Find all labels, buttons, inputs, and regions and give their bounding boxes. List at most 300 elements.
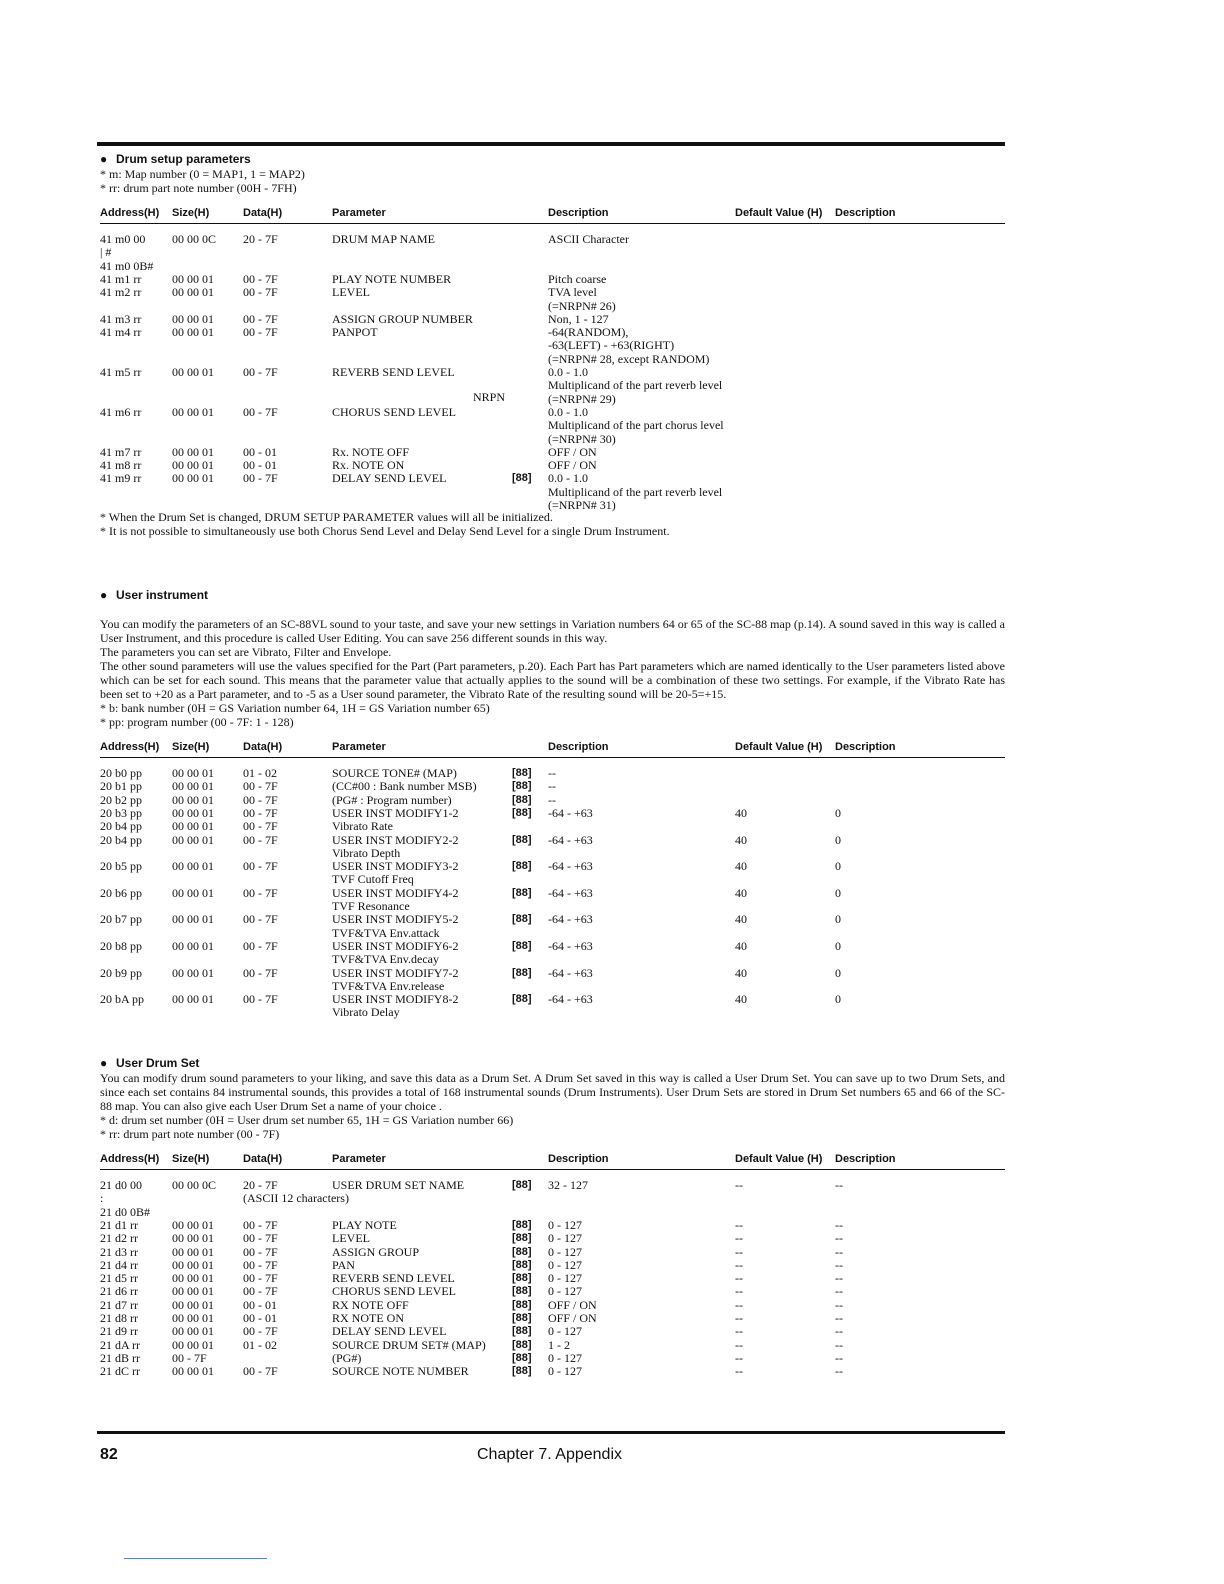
cell-def: --	[735, 1284, 743, 1299]
cell-def: --	[735, 1311, 743, 1325]
cell-addr: 21 d3 rr	[100, 1244, 138, 1259]
cell-desc: Multiplicand of the part chorus level	[548, 418, 724, 433]
cell-tag: [88]	[512, 472, 532, 485]
cell-param: TVF&TVA Env.attack	[332, 925, 440, 940]
cell-def: --	[735, 1178, 743, 1192]
cell-data: 00 - 7F	[243, 938, 278, 953]
cell-desc: 0.0 - 1.0	[548, 471, 588, 486]
table-row	[100, 1245, 1005, 1259]
cell-tag: [88]	[512, 767, 532, 779]
cell-param: LEVEL	[332, 1231, 370, 1246]
cell-def_desc: 0	[835, 832, 841, 847]
cell-desc: -64 - +63	[548, 832, 593, 847]
cell-desc: -64 - +63	[548, 885, 593, 900]
cell-data: 00 - 7F	[243, 912, 278, 927]
cell-def_desc: --	[835, 1364, 843, 1379]
col-header: Description	[548, 207, 609, 219]
table-row	[100, 338, 1005, 352]
cell-addr: 20 b8 pp	[100, 938, 142, 953]
cell-desc: 0 - 127	[548, 1364, 582, 1379]
user-instrument-note: * b: bank number (0H = GS Variation number 64, 1H = GS Variation number 65)	[100, 701, 490, 715]
cell-def_desc: 0	[835, 859, 841, 874]
cell-size: 00 00 01	[172, 1297, 214, 1312]
cell-desc: 0 - 127	[548, 1271, 582, 1286]
cell-addr: 41 m6 rr	[100, 404, 142, 419]
cell-size: 00 00 01	[172, 912, 214, 927]
table-row	[100, 952, 1005, 966]
user-instrument-title-text: User instrument	[116, 588, 209, 602]
cell-desc: 0.0 - 1.0	[548, 365, 588, 379]
cell-desc: 0 - 127	[548, 1231, 582, 1246]
table-row	[100, 1284, 1005, 1298]
cell-size: 00 00 01	[172, 1324, 214, 1339]
cell-param: Vibrato Delay	[332, 1005, 400, 1020]
table-row	[100, 1338, 1005, 1352]
bullet-icon: ●	[100, 152, 108, 166]
cell-desc: Pitch coarse	[548, 271, 607, 286]
col-header: Default Value (H)	[735, 1153, 823, 1165]
cell-def: --	[735, 1350, 743, 1365]
cell-param: DRUM MAP NAME	[332, 232, 435, 246]
cell-addr: 20 b1 pp	[100, 779, 142, 794]
col-header: Size(H)	[172, 741, 210, 753]
cell-param: PLAY NOTE NUMBER	[332, 271, 452, 286]
nrpn-label: NRPN	[473, 390, 506, 404]
cell-desc: -64(RANDOM),	[548, 325, 629, 340]
cell-addr: 41 m4 rr	[100, 325, 142, 340]
table-row	[100, 899, 1005, 913]
user-drum-set-title	[100, 1055, 1005, 1071]
cell-param: USER INST MODIFY4-2	[332, 885, 459, 900]
cell-def_desc: --	[835, 1284, 843, 1299]
cell-size: 00 00 0C	[172, 1178, 217, 1192]
cell-param: TVF&TVA Env.release	[332, 978, 445, 993]
cell-desc: 32 - 127	[548, 1178, 588, 1192]
table-row	[100, 926, 1005, 940]
cell-def_desc: --	[835, 1178, 843, 1192]
cell-size: 00 00 01	[172, 805, 214, 820]
col-header: Data(H)	[243, 207, 283, 219]
decorative-blue-line	[124, 1558, 267, 1559]
cell-addr: 21 d1 rr	[100, 1217, 138, 1232]
cell-desc: 0 - 127	[548, 1350, 582, 1365]
cell-data: 00 - 7F	[243, 832, 278, 847]
cell-desc: 0 - 127	[548, 1324, 582, 1339]
cell-addr: 21 dA rr	[100, 1337, 140, 1352]
cell-def_desc: --	[835, 1350, 843, 1365]
cell-addr: 20 b7 pp	[100, 912, 142, 927]
table-row	[100, 1005, 1005, 1019]
cell-desc: -63(LEFT) - +63(RIGHT)	[548, 338, 675, 353]
cell-data: 00 - 7F	[243, 885, 278, 900]
cell-addr: 41 m1 rr	[100, 271, 142, 286]
table-row	[100, 445, 1005, 459]
table-row	[100, 966, 1005, 980]
cell-size: 00 00 01	[172, 819, 214, 834]
table-row	[100, 325, 1005, 339]
table-row	[100, 232, 1005, 246]
cell-addr: 21 d8 rr	[100, 1311, 138, 1325]
cell-param: USER INST MODIFY8-2	[332, 992, 459, 1007]
cell-tag: [88]	[512, 993, 532, 1006]
user-instrument-paragraph: You can modify the parameters of an SC-88VL sound to your taste, and save your new settings in Variation numbers 64 or 65 of the SC-88 map (p.14). A sound saved in this way is called a User Instrument, and this procedure is called User Editing. You can save 256 different sounds in this way.	[100, 617, 1005, 645]
drum-setup-note: * m: Map number (0 = MAP1, 1 = MAP2)	[100, 167, 305, 181]
cell-desc: (=NRPN# 31)	[548, 498, 616, 512]
table-row	[100, 471, 1005, 485]
cell-data: 00 - 7F	[243, 1284, 278, 1299]
cell-desc: -64 - +63	[548, 965, 593, 980]
col-header: Parameter	[332, 1153, 386, 1165]
cell-addr: 20 b9 pp	[100, 965, 142, 980]
cell-param: Vibrato Rate	[332, 819, 393, 834]
cell-size: 00 00 01	[172, 1217, 214, 1232]
cell-data: 00 - 7F	[243, 271, 278, 286]
cell-data: 20 - 7F	[243, 232, 278, 246]
cell-tag: [88]	[512, 1338, 532, 1351]
cell-desc: 0 - 127	[548, 1284, 582, 1299]
user-drum-set-note: * d: drum set number (0H = User drum set number 65, 1H = GS Variation number 66)	[100, 1113, 514, 1127]
table-row	[100, 485, 1005, 499]
cell-size: 00 00 01	[172, 1364, 214, 1379]
cell-desc: (=NRPN# 28, except RANDOM)	[548, 351, 710, 366]
cell-data: 00 - 7F	[243, 1257, 278, 1272]
cell-def: --	[735, 1337, 743, 1352]
cell-desc: -64 - +63	[548, 912, 593, 927]
page-number: 82	[100, 1446, 118, 1463]
cell-size: 00 00 01	[172, 1337, 214, 1352]
cell-addr: 21 dC rr	[100, 1364, 140, 1379]
cell-size: 00 00 0C	[172, 232, 217, 246]
cell-size: 00 00 01	[172, 1231, 214, 1246]
cell-param: TVF Cutoff Freq	[332, 872, 414, 887]
drum-setup-note: * rr: drum part note number (00H - 7FH)	[100, 181, 297, 195]
cell-desc: Non, 1 - 127	[548, 311, 609, 326]
cell-def: 40	[735, 859, 747, 874]
cell-data: 00 - 7F	[243, 1217, 278, 1232]
table-row	[100, 245, 1005, 259]
cell-def_desc: --	[835, 1257, 843, 1272]
cell-param: PANPOT	[332, 325, 378, 340]
user-drum-set-note: * rr: drum part note number (00 - 7F)	[100, 1127, 280, 1141]
cell-param: REVERB SEND LEVEL	[332, 365, 455, 379]
cell-tag: [88]	[512, 939, 532, 952]
cell-data: 01 - 02	[243, 766, 277, 780]
cell-addr: 21 d6 rr	[100, 1284, 138, 1299]
table-row	[100, 833, 1005, 847]
drum-setup-section	[100, 151, 1005, 538]
cell-param: LEVEL	[332, 285, 370, 300]
table-row	[100, 1324, 1005, 1338]
cell-size: 00 00 01	[172, 444, 214, 459]
col-header: Size(H)	[172, 1153, 210, 1165]
cell-def: --	[735, 1244, 743, 1259]
cell-desc: 1 - 2	[548, 1337, 570, 1352]
cell-addr: 21 d7 rr	[100, 1297, 138, 1312]
cell-tag: [88]	[512, 1179, 532, 1191]
bullet-icon: ●	[100, 588, 108, 602]
cell-data: 00 - 7F	[243, 404, 278, 419]
cell-tag: [88]	[512, 1298, 532, 1311]
cell-size: 00 00 01	[172, 365, 214, 379]
col-header: Description	[548, 741, 609, 753]
cell-param: Vibrato Depth	[332, 845, 401, 860]
cell-addr: 21 d4 rr	[100, 1257, 138, 1272]
cell-def_desc: 0	[835, 805, 841, 820]
table-row	[100, 365, 1005, 379]
cell-param: SOURCE NOTE NUMBER	[332, 1364, 469, 1379]
table-row	[100, 259, 1005, 273]
cell-addr: 20 b2 pp	[100, 792, 142, 807]
user-instrument-rows	[100, 766, 1005, 1020]
cell-size: 00 00 01	[172, 832, 214, 847]
cell-tag: [88]	[512, 1232, 532, 1245]
col-header: Size(H)	[172, 207, 210, 219]
cell-tag: [88]	[512, 1245, 532, 1258]
cell-def_desc: --	[835, 1311, 843, 1325]
col-header: Parameter	[332, 207, 386, 219]
table-row	[100, 498, 1005, 512]
cell-tag: [88]	[512, 1325, 532, 1338]
cell-param: CHORUS SEND LEVEL	[332, 1284, 457, 1299]
table-row	[100, 1231, 1005, 1245]
drum-setup-footnote: * When the Drum Set is changed, DRUM SETUP PARAMETER values will all be initialized.	[100, 510, 553, 524]
user-instrument-note: * pp: program number (00 - 7F: 1 - 128)	[100, 715, 294, 729]
cell-param: ASSIGN GROUP NUMBER	[332, 311, 473, 326]
table-row	[100, 846, 1005, 860]
cell-data: 00 - 01	[243, 458, 277, 473]
cell-tag: [88]	[512, 780, 532, 793]
cell-addr: 20 b4 pp	[100, 819, 142, 834]
table-row	[100, 886, 1005, 900]
cell-size: 00 00 01	[172, 1271, 214, 1286]
cell-def_desc: 0	[835, 992, 841, 1007]
cell-data: 00 - 7F	[243, 1271, 278, 1286]
table-row	[100, 912, 1005, 926]
cell-desc: -64 - +63	[548, 938, 593, 953]
user-drum-set-table-header	[100, 1151, 1005, 1170]
cell-size: 00 00 01	[172, 311, 214, 326]
cell-data: (ASCII 12 characters)	[243, 1191, 349, 1206]
cell-addr: 41 m0 00	[100, 232, 146, 246]
cell-def_desc: 0	[835, 885, 841, 900]
table-row	[100, 979, 1005, 993]
cell-param: (CC#00 : Bank number MSB)	[332, 779, 477, 794]
cell-param: USER INST MODIFY6-2	[332, 938, 459, 953]
table-row	[100, 299, 1005, 313]
cell-data: 01 - 02	[243, 1337, 277, 1352]
cell-desc: (=NRPN# 29)	[548, 391, 616, 406]
bottom-rule	[97, 1431, 1005, 1434]
cell-desc: (=NRPN# 26)	[548, 298, 616, 313]
cell-addr: | #	[100, 245, 112, 260]
cell-param: USER INST MODIFY5-2	[332, 912, 459, 927]
cell-data: 00 - 7F	[243, 859, 278, 874]
cell-desc: 0 - 127	[548, 1217, 582, 1232]
cell-tag: [88]	[512, 1258, 532, 1271]
table-row	[100, 1298, 1005, 1312]
cell-param: PLAY NOTE	[332, 1217, 397, 1232]
cell-size: 00 00 01	[172, 766, 214, 780]
table-row	[100, 872, 1005, 886]
cell-size: 00 00 01	[172, 1244, 214, 1259]
cell-def_desc: --	[835, 1217, 843, 1232]
table-row	[100, 352, 1005, 366]
cell-addr: 21 d5 rr	[100, 1271, 138, 1286]
cell-desc: (=NRPN# 30)	[548, 431, 616, 446]
cell-param: (PG#)	[332, 1350, 362, 1365]
cell-param: DELAY SEND LEVEL	[332, 1324, 447, 1339]
cell-desc: 0 - 127	[548, 1257, 582, 1272]
cell-addr: 21 d0 0B#	[100, 1204, 151, 1219]
col-header: Description	[548, 1153, 609, 1165]
cell-desc: -64 - +63	[548, 992, 593, 1007]
cell-size: 00 00 01	[172, 859, 214, 874]
cell-param: USER INST MODIFY3-2	[332, 859, 459, 874]
cell-addr: 41 m2 rr	[100, 285, 142, 300]
cell-addr: 41 m3 rr	[100, 311, 142, 326]
cell-def: --	[735, 1364, 743, 1379]
cell-param: Rx. NOTE ON	[332, 458, 405, 473]
cell-size: 00 00 01	[172, 271, 214, 286]
cell-size: 00 - 7F	[172, 1350, 207, 1365]
table-row	[100, 1364, 1005, 1378]
cell-data: 00 - 7F	[243, 325, 278, 340]
cell-addr: 20 b6 pp	[100, 885, 142, 900]
cell-data: 00 - 7F	[243, 992, 278, 1007]
col-header: Address(H)	[100, 1153, 160, 1165]
cell-desc: OFF / ON	[548, 1297, 597, 1312]
cell-addr: 41 m9 rr	[100, 471, 142, 486]
cell-tag: [88]	[512, 886, 532, 899]
table-row	[100, 1311, 1005, 1325]
cell-param: REVERB SEND LEVEL	[332, 1271, 455, 1286]
cell-data: 00 - 7F	[243, 285, 278, 300]
user-drum-set-rows	[100, 1178, 1005, 1378]
cell-addr: 20 b4 pp	[100, 832, 142, 847]
user-drum-set-title-text: User Drum Set	[116, 1056, 200, 1070]
table-row	[100, 766, 1005, 780]
user-drum-set-section	[100, 1055, 1005, 1378]
cell-desc: TVA level	[548, 285, 597, 300]
table-row	[100, 819, 1005, 833]
cell-size: 00 00 01	[172, 992, 214, 1007]
cell-def: --	[735, 1257, 743, 1272]
cell-desc: --	[548, 766, 556, 780]
drum-setup-footnote: * It is not possible to simultaneously use both Chorus Send Level and Delay Send Level for a single Drum Instrument.	[100, 524, 670, 538]
cell-data: 00 - 01	[243, 444, 277, 459]
cell-param: RX NOTE OFF	[332, 1297, 409, 1312]
table-row	[100, 1271, 1005, 1285]
top-rule	[97, 142, 1005, 146]
cell-data: 00 - 01	[243, 1297, 277, 1312]
table-row	[100, 1218, 1005, 1232]
cell-tag: [88]	[512, 833, 532, 846]
cell-size: 00 00 01	[172, 885, 214, 900]
drum-setup-title	[100, 151, 1005, 167]
cell-size: 00 00 01	[172, 1284, 214, 1299]
cell-desc: OFF / ON	[548, 444, 597, 459]
cell-param: Rx. NOTE OFF	[332, 444, 410, 459]
user-instrument-paragraph: The other sound parameters will use the values specified for the Part (Part parameters, p.20). Each Part has Part parameters which are named identically to the User parameters listed above which can be set for each sound. This means that the parameter value that actually applies to the sound will be a combination of these two settings. For example, if the Vibrato Rate has been set to +20 as a Part parameter, and to -5 as a User sound parameter, the Vibrato Rate of the resulting sound will be 20-5=+15.	[100, 659, 1005, 701]
cell-param: TVF&TVA Env.decay	[332, 952, 439, 967]
cell-param: ASSIGN GROUP	[332, 1244, 420, 1259]
cell-size: 00 00 01	[172, 404, 214, 419]
cell-desc: Multiplicand of the part reverb level	[548, 378, 723, 393]
cell-addr: :	[100, 1191, 104, 1206]
cell-def_desc: --	[835, 1231, 843, 1246]
cell-data: 00 - 7F	[243, 965, 278, 980]
cell-def: 40	[735, 912, 747, 927]
cell-def: --	[735, 1217, 743, 1232]
table-row	[100, 272, 1005, 286]
table-row	[100, 458, 1005, 472]
cell-desc: 0 - 127	[548, 1244, 582, 1259]
cell-def: 40	[735, 965, 747, 980]
col-header: Description	[835, 207, 896, 219]
cell-addr: 41 m5 rr	[100, 365, 142, 379]
user-instrument-table-header	[100, 739, 1005, 758]
table-row	[100, 779, 1005, 793]
cell-param: DELAY SEND LEVEL	[332, 471, 447, 486]
cell-data: 00 - 7F	[243, 779, 278, 794]
cell-desc: -64 - +63	[548, 859, 593, 874]
table-row	[100, 1205, 1005, 1219]
cell-def: 40	[735, 992, 747, 1007]
cell-addr: 41 m8 rr	[100, 458, 142, 473]
table-row	[100, 432, 1005, 446]
cell-def: --	[735, 1271, 743, 1286]
cell-data: 00 - 7F	[243, 471, 278, 486]
cell-size: 00 00 01	[172, 779, 214, 794]
drum-setup-rows	[100, 232, 1005, 512]
cell-addr: 21 dB rr	[100, 1350, 140, 1365]
cell-desc: --	[548, 779, 556, 794]
cell-addr: 21 d2 rr	[100, 1231, 138, 1246]
cell-size: 00 00 01	[172, 325, 214, 340]
cell-addr: 41 m7 rr	[100, 444, 142, 459]
cell-param: PAN	[332, 1257, 355, 1272]
chapter-title: Chapter 7. Appendix	[477, 1446, 622, 1463]
cell-def: 40	[735, 805, 747, 820]
table-row	[100, 405, 1005, 419]
cell-size: 00 00 01	[172, 285, 214, 300]
table-row	[100, 793, 1005, 807]
cell-size: 00 00 01	[172, 965, 214, 980]
cell-desc: ASCII Character	[548, 232, 629, 246]
cell-def_desc: 0	[835, 912, 841, 927]
col-header: Description	[835, 741, 896, 753]
table-row	[100, 939, 1005, 953]
cell-desc: 0.0 - 1.0	[548, 404, 588, 419]
cell-data: 00 - 7F	[243, 1231, 278, 1246]
cell-param: SOURCE TONE# (MAP)	[332, 766, 457, 780]
cell-addr: 21 d0 00	[100, 1178, 142, 1192]
cell-data: 00 - 7F	[243, 365, 278, 379]
cell-data: 00 - 7F	[243, 819, 278, 834]
cell-tag: [88]	[512, 793, 532, 806]
cell-data: 00 - 7F	[243, 1244, 278, 1259]
user-drum-set-paragraph: You can modify drum sound parameters to your liking, and save this data as a Drum Set. A Drum Set saved in this way is called a User Drum Set. You can save up to two Drum Sets, and since each set contains 84 instrumental sounds, this provides a total of 168 instrumental sounds (Drum Instruments). User Drum Sets are stored in Drum Set numbers 65 and 66 of the SC-88 map. You can also give each User Drum Set a name of your choice .	[100, 1071, 1005, 1113]
cell-def_desc: --	[835, 1324, 843, 1339]
cell-size: 00 00 01	[172, 471, 214, 486]
cell-tag: [88]	[512, 806, 532, 819]
col-header: Address(H)	[100, 741, 160, 753]
cell-def: 40	[735, 885, 747, 900]
cell-data: 20 - 7F	[243, 1178, 278, 1192]
cell-size: 00 00 01	[172, 1311, 214, 1325]
cell-data: 00 - 7F	[243, 311, 278, 326]
cell-def: --	[735, 1297, 743, 1312]
